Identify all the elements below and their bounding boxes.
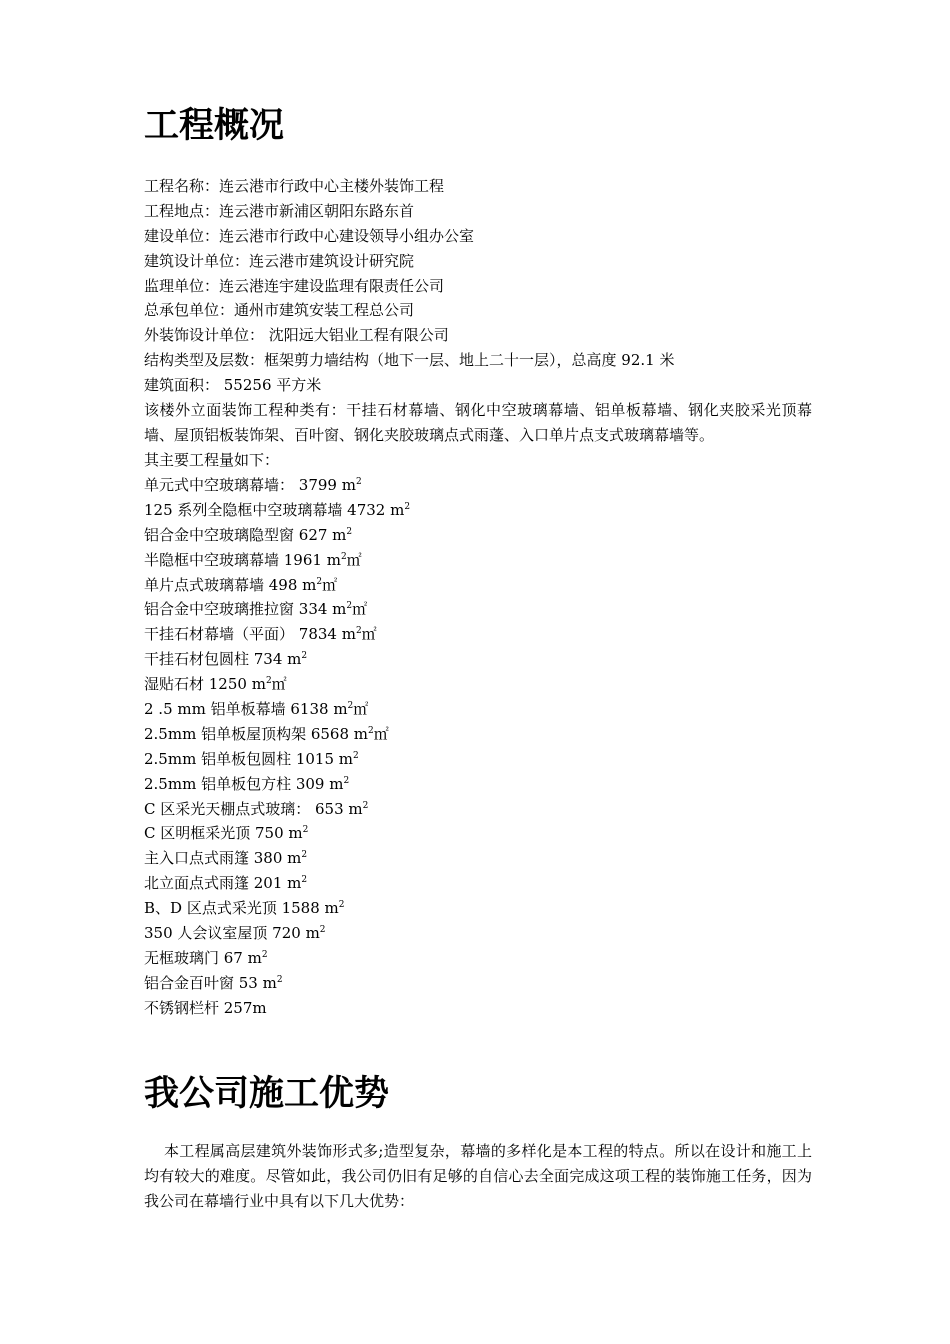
unit-suffix: ㎡ <box>353 700 369 719</box>
unit-superscript: 2 <box>301 875 308 886</box>
info-line-structure: 结构类型及层数：框架剪力墙结构（地下一层、地上二十一层），总高度 92.1 米 <box>144 351 675 370</box>
quantity-list-item <box>144 573 812 598</box>
quantity-list-item <box>144 548 812 573</box>
quantity-item-text: 350 人会议室屋顶 720 m <box>144 924 320 943</box>
unit-superscript: 2 <box>338 900 345 911</box>
unit-superscript: 2 <box>301 850 308 861</box>
quantity-item-text: 铝合金中空玻璃推拉窗 334 m <box>144 600 347 619</box>
unit-superscript: 2 <box>404 501 411 512</box>
unit-superscript: 2 <box>346 601 353 612</box>
quantity-list-item <box>144 672 812 697</box>
info-line-floor-area: 建筑面积： 55256 平方米 <box>144 376 322 395</box>
quantity-item-text: 北立面点式雨篷 201 m <box>144 874 302 893</box>
quantity-item-text: 125 系列全隐框中空玻璃幕墙 4732 m <box>144 500 405 519</box>
facade-types-paragraph: 该楼外立面装饰工程种类有：干挂石材幕墙、钢化中空玻璃幕墙、铝单板幕墙、钢化夹胶采光顶幕墙、屋顶铝板装饰架、百叶窗、钢化夹胶玻璃点式雨蓬、入口单片点支式玻璃幕墙等。 <box>144 401 812 444</box>
unit-superscript: 2 <box>362 800 369 811</box>
section-title-project-overview: 工程概况 <box>144 106 285 146</box>
unit-superscript: 2 <box>276 974 283 985</box>
unit-superscript: 2 <box>261 949 268 960</box>
project-info-block <box>144 174 812 473</box>
unit-suffix: ㎡ <box>373 724 389 743</box>
quantity-item-text: 2 .5 mm 铝单板幕墙 6138 m <box>144 700 348 719</box>
quantity-list-item <box>144 697 812 722</box>
quantity-list-item <box>144 647 812 672</box>
quantity-item-text: 主入口点式雨篷 380 m <box>144 849 302 868</box>
info-line-architect: 建筑设计单位：连云港市建筑设计研究院 <box>144 251 415 270</box>
unit-superscript: 2 <box>346 526 353 537</box>
unit-suffix: ㎡ <box>352 600 368 619</box>
quantity-list-item <box>144 622 812 647</box>
unit-suffix: ㎡ <box>346 550 362 569</box>
info-line-supervisor: 监理单位：连云港连宇建设监理有限责任公司 <box>144 276 445 295</box>
quantity-list-item <box>144 996 812 1021</box>
quantity-item-text: 2.5mm 铝单板屋顶构架 6568 m <box>144 724 369 743</box>
info-line-facade-designer: 外装饰设计单位： 沈阳远大铝业工程有限公司 <box>144 326 449 345</box>
unit-suffix: ㎡ <box>361 625 377 644</box>
quantity-list-item <box>144 896 812 921</box>
unit-superscript: 2 <box>347 701 354 712</box>
quantity-item-text: 半隐框中空玻璃幕墙 1961 m <box>144 550 341 569</box>
unit-superscript: 2 <box>355 477 362 487</box>
info-line-client: 建设单位：连云港市行政中心建设领导小组办公室 <box>144 226 475 245</box>
unit-superscript: 2 <box>353 750 359 761</box>
quantity-item-text: C 区明框采光顶 750 m <box>144 824 303 843</box>
unit-superscript: 2 <box>301 651 308 662</box>
unit-superscript: 2 <box>302 825 309 836</box>
unit-superscript: 2 <box>316 576 323 587</box>
quantity-item-text: 无框玻璃门 67 m <box>144 948 262 967</box>
quantity-list-item <box>144 921 812 946</box>
quantity-list-item <box>144 971 812 996</box>
quantity-list-item <box>144 946 812 971</box>
quantity-item-text: 单元式中空玻璃幕墙： 3799 m <box>144 476 356 494</box>
quantity-list-item <box>144 772 812 797</box>
quantity-item-text: 不锈钢栏杆 257m <box>144 998 267 1017</box>
quantity-item-text: 铝合金百叶窗 53 m <box>144 973 277 992</box>
quantity-item-text: B、D 区点式采光顶 1588 m <box>144 899 339 918</box>
info-line-project-name: 工程名称：连云港市行政中心主楼外装饰工程 <box>144 177 445 195</box>
quantity-item-text: 铝合金中空玻璃隐型窗 627 m <box>144 525 347 544</box>
info-line-location: 工程地点：连云港市新浦区朝阳东路东首 <box>144 201 415 220</box>
unit-superscript: 2 <box>265 676 272 687</box>
quantity-list-item <box>144 523 812 548</box>
unit-superscript: 2 <box>340 551 347 562</box>
quantity-list-item <box>144 597 812 622</box>
quantity-list-item <box>144 722 812 747</box>
unit-suffix: ㎡ <box>271 675 287 694</box>
quantity-list-item <box>144 871 812 896</box>
quantities-intro: 其主要工程量如下： <box>144 450 280 469</box>
unit-superscript: 2 <box>355 626 362 637</box>
quantity-list <box>144 473 812 1021</box>
quantity-item-text: 干挂石材包圆柱 734 m <box>144 650 302 669</box>
quantity-list-item <box>144 821 812 846</box>
quantity-list-item <box>144 498 812 523</box>
info-line-general-contractor: 总承包单位：通州市建筑安装工程总公司 <box>144 301 415 320</box>
quantity-list-item <box>144 473 812 498</box>
quantity-item-text: C 区采光天棚点式玻璃： 653 m <box>144 799 363 818</box>
quantity-list-item <box>144 747 812 772</box>
advantages-paragraph: 本工程属高层建筑外装饰形式多;造型复杂，幕墙的多样化是本工程的特点。所以在设计和施工上均有较大的难度。尽管如此，我公司仍旧有足够的自信心去全面完成这项工程的装饰施工任务，因为我公司在幕墙行业中具有以下几大优势： <box>144 1142 812 1210</box>
quantity-item-text: 湿贴石材 1250 m <box>144 675 266 694</box>
unit-superscript: 2 <box>368 725 374 736</box>
quantity-list-item <box>144 797 812 822</box>
unit-superscript: 2 <box>319 925 326 936</box>
quantity-item-text: 单片点式玻璃幕墙 498 m <box>144 575 317 594</box>
unit-superscript: 2 <box>343 775 350 786</box>
quantity-list-item <box>144 846 812 871</box>
quantity-item-text: 2.5mm 铝单板包圆柱 1015 m <box>144 749 354 768</box>
quantity-item-text: 干挂石材幕墙（平面） 7834 m <box>144 625 356 644</box>
quantity-item-text: 2.5mm 铝单板包方柱 309 m <box>144 774 344 793</box>
unit-suffix: ㎡ <box>322 575 338 594</box>
section-title-company-advantages: 我公司施工优势 <box>144 1074 390 1114</box>
